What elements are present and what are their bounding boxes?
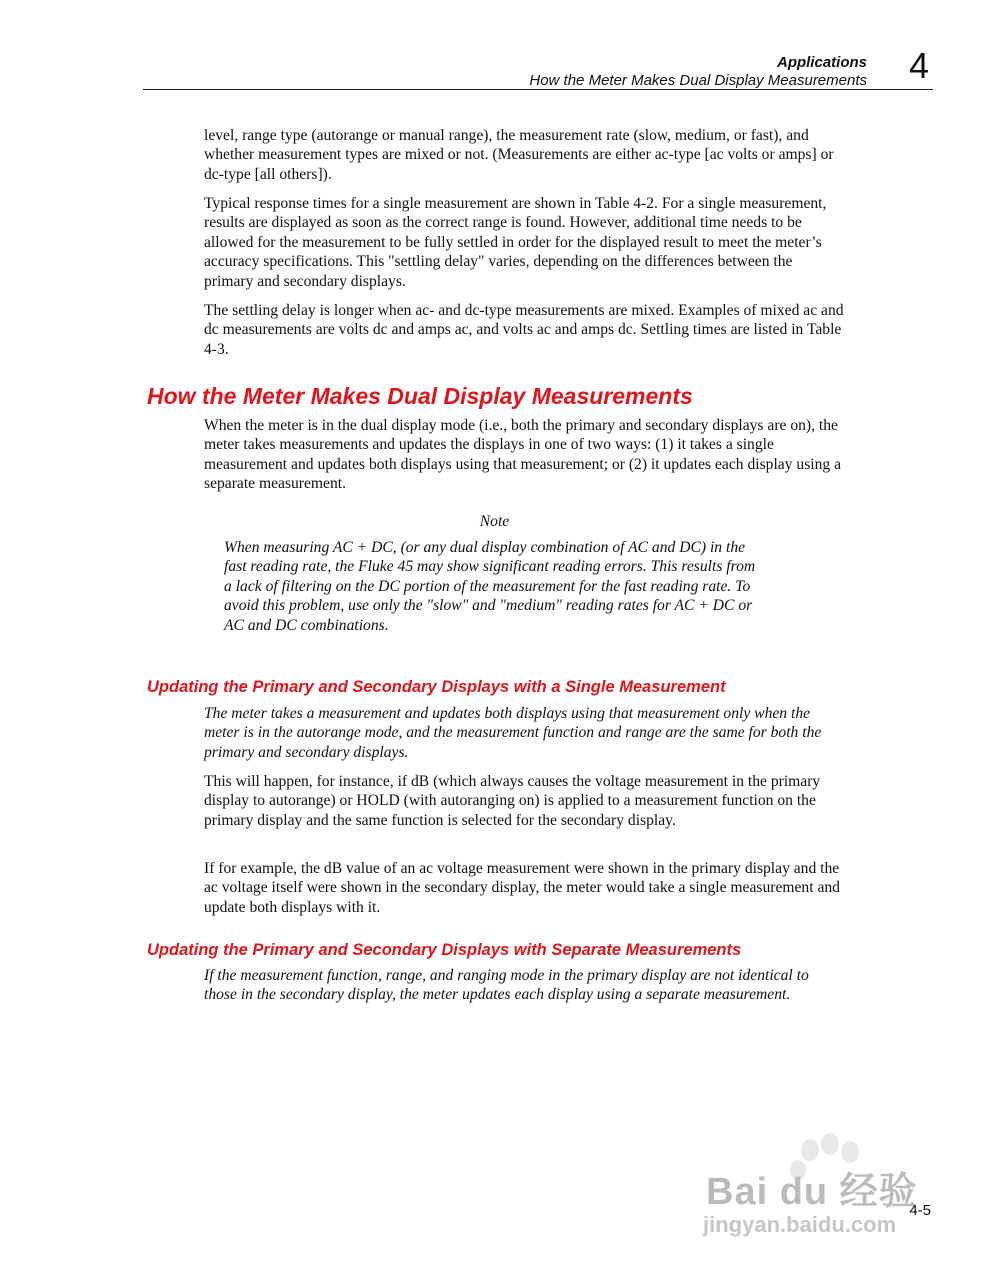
note-body: When measuring AC + DC, (or any dual display combination of AC and DC) in the fast reading rate, the Fluke 45 may show significant reading errors. This results from a lack of filtering on the DC portion of the measurement for the fast reading rate. To avoid this problem, use only the "slow" and "medium" reading rates for AC + DC or AC and DC combinations. (224, 539, 756, 634)
chapter-number: 4 (908, 45, 929, 86)
watermark-brand: Bai du 经验 (706, 1171, 918, 1213)
header-section: Applications (776, 54, 867, 71)
watermark-url: jingyan.baidu.com (703, 1212, 897, 1237)
header-rule (143, 89, 933, 90)
running-header (529, 54, 867, 90)
page-number: 4-5 (909, 1202, 931, 1219)
separate-paragraph-1: If the measurement function, range, and ranging mode in the primary display are not identical to those in the secondary display, the meter updates each display using a separate measurement. (204, 967, 809, 1004)
paragraph-2: Typical response times for a single measurement are shown in Table 4-2. For a single measurement, results are displayed as soon as the correct range is found. However, additional time needs to be allowed for the measurement to be fully settled in order for the displayed result to meet the meter’s accuracy specifications. This "settling delay" varies, depending on the differences between the primary and secondary displays. (204, 195, 827, 290)
header-subsection: How the Meter Makes Dual Display Measurements (529, 72, 867, 89)
single-paragraph-1: The meter takes a measurement and updates both displays using that measurement only when the meter is in the autorange mode, and the measurement function and range are the same for both the primary and secondary displays. (204, 705, 822, 761)
subsection-heading-single: Updating the Primary and Secondary Displays with a Single Measurement (147, 678, 726, 696)
paragraph-1: level, range type (autorange or manual range), the measurement rate (slow, medium, or fast), and whether measurement types are mixed or not. (Measurements are either ac-type [ac volts or amps] or dc-type [all others]). (204, 127, 834, 183)
section-heading: How the Meter Makes Dual Display Measurements (147, 383, 693, 409)
single-paragraph-3: If for example, the dB value of an ac voltage measurement were shown in the primary display and the ac voltage itself were shown in the secondary display, the meter would take a single measurement and update both displays with it. (204, 860, 840, 916)
note-title: Note (479, 513, 510, 530)
paragraph-3: The settling delay is longer when ac- and dc-type measurements are mixed. Examples of mixed ac and dc measurements are volts dc and amps ac, and volts ac and amps dc. Settling times are listed in Table 4-3. (204, 302, 844, 358)
section-intro: When the meter is in the dual display mode (i.e., both the primary and secondary displays are on), the meter takes measurements and updates the displays in one of two ways: (1) it takes a single measurement and updates both displays using that measurement; or (2) it updates each display using a separate measurement. (204, 417, 842, 493)
single-paragraph-2: This will happen, for instance, if dB (which always causes the voltage measurement in the primary display to autorange) or HOLD (with autoranging on) is applied to a measurement function on the primary display and the same function is selected for the secondary display. (204, 773, 821, 829)
subsection-heading-separate: Updating the Primary and Secondary Displays with Separate Measurements (147, 941, 742, 959)
